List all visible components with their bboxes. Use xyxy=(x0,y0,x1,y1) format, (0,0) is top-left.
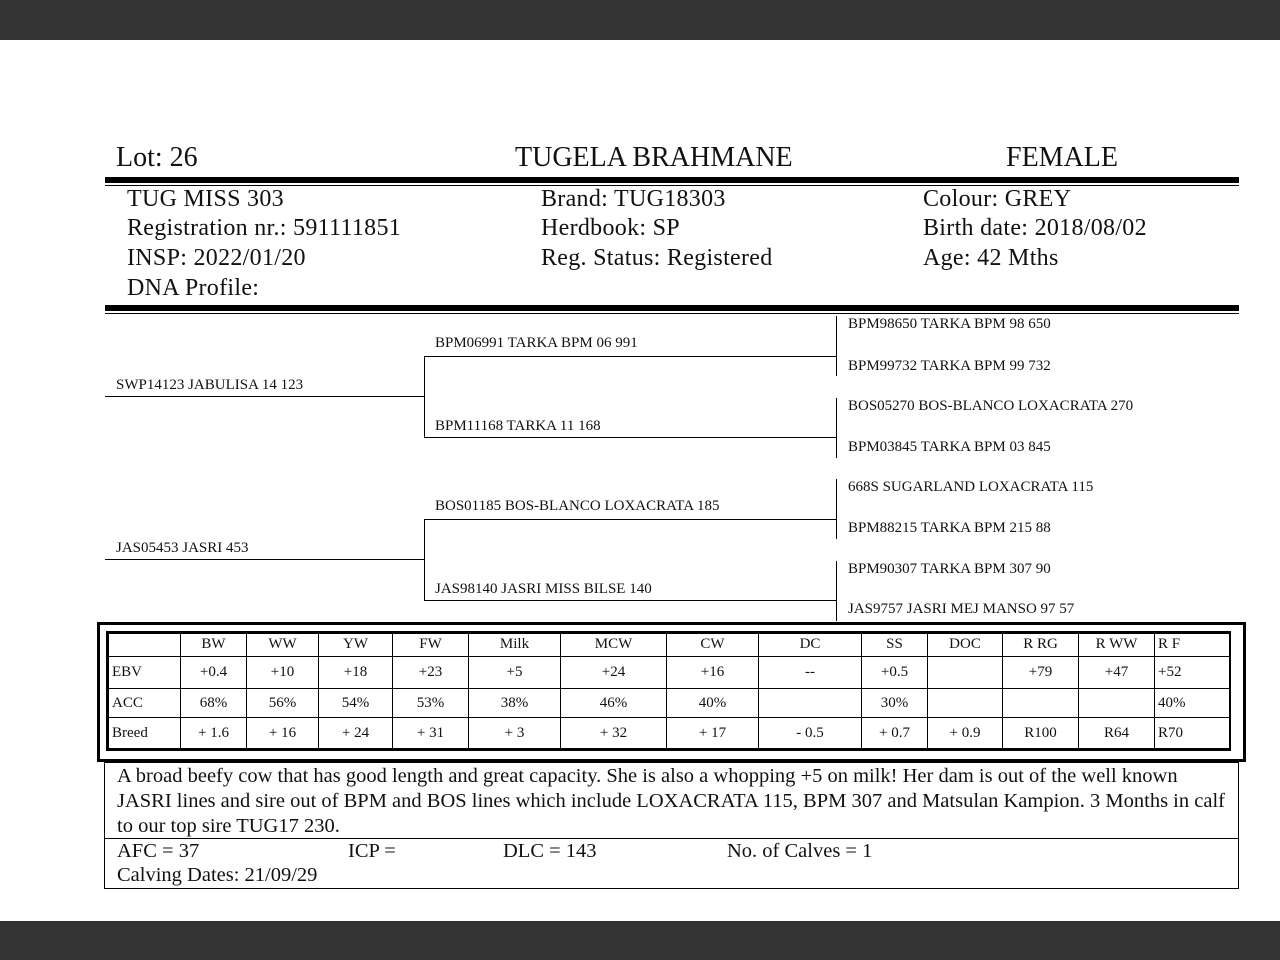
ebv-cell: +16 xyxy=(667,656,759,689)
pedigree-ggp-2: BPM99732 TARKA BPM 99 732 xyxy=(848,358,1051,374)
ebv-cell: + 3 xyxy=(469,718,561,749)
breed-title: TUGELA BRAHMANE xyxy=(515,142,793,173)
pedigree-dam-dam: JAS98140 JASRI MISS BILSE 140 xyxy=(435,581,652,597)
ebv-cell: 46% xyxy=(561,689,667,718)
birth-date: Birth date: 2018/08/02 xyxy=(923,215,1147,241)
pedigree-sire: SWP14123 JABULISA 14 123 xyxy=(116,377,304,393)
ebv-header-cell: FW xyxy=(393,634,469,657)
ebv-cell: 53% xyxy=(393,689,469,718)
ebv-cell: R64 xyxy=(1079,718,1155,749)
ebv-header-cell: SS xyxy=(862,634,928,657)
ebv-cell: ACC xyxy=(109,689,181,718)
icp-value: ICP = xyxy=(348,840,396,862)
ebv-cell: +47 xyxy=(1079,656,1155,689)
pedigree-ggp-4: BPM03845 TARKA BPM 03 845 xyxy=(848,439,1051,455)
bottom-bar xyxy=(0,921,1280,960)
ebv-cell: +0.4 xyxy=(181,656,247,689)
ebv-cell: +79 xyxy=(1003,656,1079,689)
ebv-cell: +24 xyxy=(561,656,667,689)
ebv-cell: EBV xyxy=(109,656,181,689)
ebv-cell: + 24 xyxy=(319,718,393,749)
ebv-cell: Breed xyxy=(109,718,181,749)
dna-profile: DNA Profile: xyxy=(127,275,260,301)
ebv-cell: R100 xyxy=(1003,718,1079,749)
ebv-header-cell: R F xyxy=(1155,634,1230,657)
age: Age: 42 Mths xyxy=(923,245,1059,271)
comment-text: A broad beefy cow that has good length and great capacity. She is also a whopping +5 on milk! Her dam is out of the well known JASRI lines and sire out of BPM and BOS lines which include LOXACRATA 115, BPM 307 and Matsulan Kampion. 3 Months in calf to our top sire TUG17 230. xyxy=(117,765,1225,837)
dlc-value: DLC = 143 xyxy=(503,840,597,862)
ebv-table xyxy=(108,633,1230,749)
ebv-cell: + 17 xyxy=(667,718,759,749)
ebv-header-cell: CW xyxy=(667,634,759,657)
pedigree-ggp-5: 668S SUGARLAND LOXACRATA 115 xyxy=(848,479,1094,495)
ebv-cell: +18 xyxy=(319,656,393,689)
ebv-cell: 56% xyxy=(247,689,319,718)
brand: Brand: TUG18303 xyxy=(541,186,726,212)
pedigree-dam-sire: BOS01185 BOS-BLANCO LOXACRATA 185 xyxy=(435,498,720,514)
colour: Colour: GREY xyxy=(923,186,1072,212)
animal-name: TUG MISS 303 xyxy=(127,186,284,212)
ebv-cell: 68% xyxy=(181,689,247,718)
info-rule-thin xyxy=(105,313,1239,314)
ebv-header-cell: YW xyxy=(319,634,393,657)
ebv-cell xyxy=(1079,689,1155,718)
ebv-cell: 30% xyxy=(862,689,928,718)
pedigree-ggp-8: JAS9757 JASRI MEJ MANSO 97 57 xyxy=(848,601,1075,617)
pedigree-ggp-1: BPM98650 TARKA BPM 98 650 xyxy=(848,316,1051,332)
ebv-row xyxy=(109,656,1230,689)
ebv-header-cell: WW xyxy=(247,634,319,657)
ebv-cell: +52 xyxy=(1155,656,1230,689)
ebv-cell: 40% xyxy=(667,689,759,718)
ebv-header-row xyxy=(109,634,1230,657)
ebv-cell: + 0.7 xyxy=(862,718,928,749)
ebv-cell xyxy=(759,689,862,718)
lot-number: Lot: 26 xyxy=(116,142,198,173)
ebv-row xyxy=(109,689,1230,718)
pedigree-ggp-7: BPM90307 TARKA BPM 307 90 xyxy=(848,561,1051,577)
ebv-cell: 40% xyxy=(1155,689,1230,718)
ebv-cell: + 16 xyxy=(247,718,319,749)
pedigree-dam: JAS05453 JASRI 453 xyxy=(116,540,249,556)
top-bar xyxy=(0,0,1280,40)
ebv-header-cell: MCW xyxy=(561,634,667,657)
ebv-header-cell: DC xyxy=(759,634,862,657)
pedigree-ggp-6: BPM88215 TARKA BPM 215 88 xyxy=(848,520,1051,536)
ebv-cell: + 0.9 xyxy=(928,718,1003,749)
ebv-cell: +5 xyxy=(469,656,561,689)
header-rule-thick xyxy=(105,177,1239,183)
ebv-cell: + 32 xyxy=(561,718,667,749)
ebv-cell: 38% xyxy=(469,689,561,718)
pedigree-sire-sire: BPM06991 TARKA BPM 06 991 xyxy=(435,335,638,351)
ebv-cell: + 31 xyxy=(393,718,469,749)
info-rule-thick xyxy=(105,305,1239,311)
calves-count: No. of Calves = 1 xyxy=(727,840,873,862)
ebv-header-cell xyxy=(109,634,181,657)
afc-value: AFC = 37 xyxy=(117,840,200,862)
reg-status: Reg. Status: Registered xyxy=(541,245,773,271)
ebv-header-cell: DOC xyxy=(928,634,1003,657)
ebv-header-cell: Milk xyxy=(469,634,561,657)
ebv-cell: -- xyxy=(759,656,862,689)
ebv-header-cell: BW xyxy=(181,634,247,657)
ebv-cell: R70 xyxy=(1155,718,1230,749)
registration-number: Registration nr.: 591111851 xyxy=(127,215,402,241)
pedigree-sire-dam: BPM11168 TARKA 11 168 xyxy=(435,418,601,434)
ebv-cell xyxy=(928,689,1003,718)
herdbook: Herdbook: SP xyxy=(541,215,680,241)
comment-separator xyxy=(104,838,1239,839)
ebv-cell: - 0.5 xyxy=(759,718,862,749)
ebv-cell: 54% xyxy=(319,689,393,718)
calving-dates: Calving Dates: 21/09/29 xyxy=(117,864,318,886)
ebv-cell: +0.5 xyxy=(862,656,928,689)
ebv-cell xyxy=(1003,689,1079,718)
ebv-row xyxy=(109,718,1230,749)
ebv-header-cell: R WW xyxy=(1079,634,1155,657)
ebv-header-cell: R RG xyxy=(1003,634,1079,657)
insp-date: INSP: 2022/01/20 xyxy=(127,245,306,271)
pedigree-ggp-3: BOS05270 BOS-BLANCO LOXACRATA 270 xyxy=(848,398,1134,414)
ebv-cell xyxy=(928,656,1003,689)
sex-label: FEMALE xyxy=(1006,142,1118,173)
ebv-cell: + 1.6 xyxy=(181,718,247,749)
ebv-cell: +23 xyxy=(393,656,469,689)
ebv-cell: +10 xyxy=(247,656,319,689)
